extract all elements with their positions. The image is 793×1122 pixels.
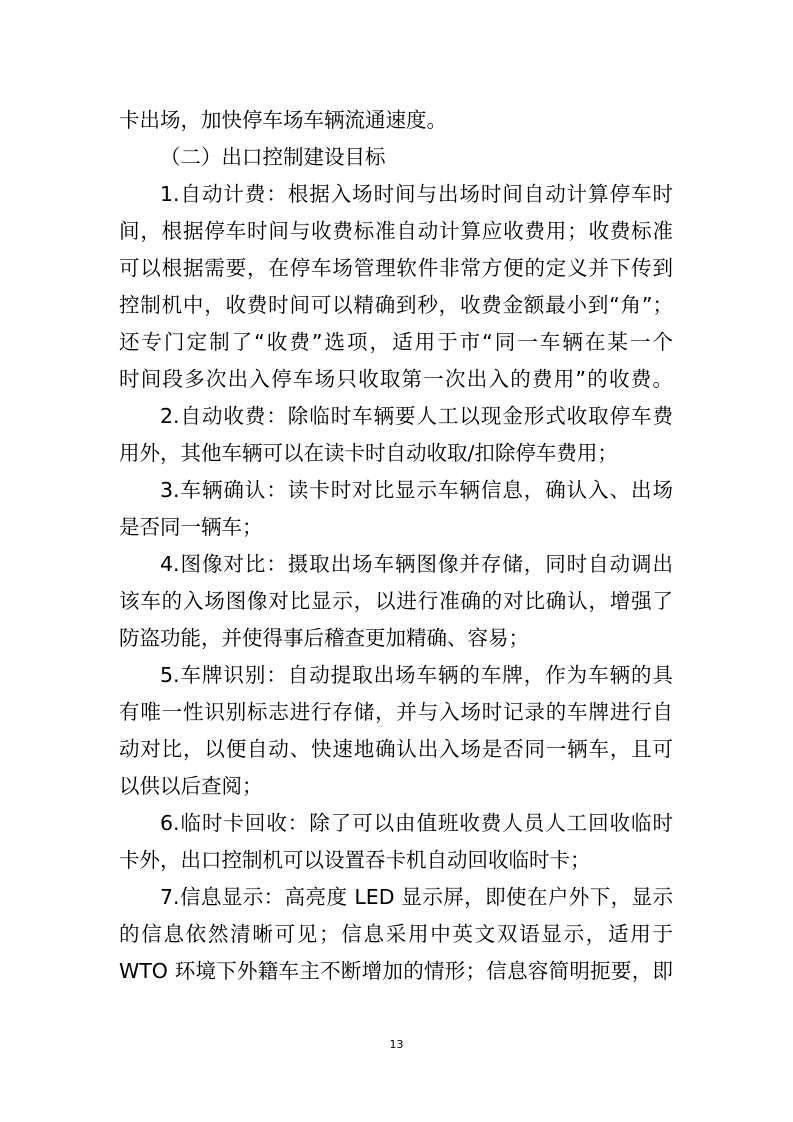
paragraph-line: 间，根据停车时间与收费标准自动计算应收费用；收费标准	[119, 219, 673, 243]
paragraph-line: 还专门定制了“收费”选项，适用于市“同一车辆在某一个	[119, 330, 673, 354]
paragraph-line: 有唯一性识别标志进行存储，并与入场时记录的车牌进行自	[119, 700, 673, 724]
paragraph-line: 是否同一辆车；	[119, 515, 263, 539]
paragraph-line: 控制机中，收费时间可以精确到秒，收费金额最小到“角”；	[119, 293, 673, 317]
paragraph-line: 防盗功能，并使得事后稽查更加精确、容易；	[119, 626, 529, 650]
paragraph-line: 2.自动收费：除临时车辆要人工以现金形式收取停车费	[160, 404, 673, 428]
paragraph-line: 卡出场，加快停车场车辆流通速度。	[119, 108, 447, 132]
paragraph-line: WTO 环境下外籍车主不断增加的情形；信息容简明扼要，即	[119, 959, 673, 983]
paragraph-line: 7.信息显示：高亮度 LED 显示屏，即使在户外下，显示	[160, 885, 673, 909]
paragraph-line: 卡外，出口控制机可以设置吞卡机自动回收临时卡；	[119, 848, 591, 872]
paragraph-line: 该车的入场图像对比显示，以进行准确的对比确认，增强了	[119, 589, 673, 613]
paragraph-line: 6.临时卡回收：除了可以由值班收费人员人工回收临时	[160, 811, 673, 835]
paragraph-line: 1.自动计费：根据入场时间与出场时间自动计算停车时	[160, 182, 673, 206]
paragraph-line: 3.车辆确认：读卡时对比显示车辆信息，确认入、出场	[160, 478, 673, 502]
paragraph-line: 5.车牌识别：自动提取出场车辆的车牌，作为车辆的具	[160, 663, 673, 687]
page-number: 13	[389, 1038, 404, 1051]
section-heading: （二）出口控制建设目标	[160, 145, 386, 169]
paragraph-line: 的信息依然清晰可见；信息采用中英文双语显示，适用于	[119, 922, 673, 946]
paragraph-line: 时间段多次出入停车场只收取第一次出入的费用”的收费。	[119, 367, 673, 391]
paragraph-line: 动对比，以便自动、快速地确认出入场是否同一辆车，且可	[119, 737, 673, 761]
paragraph-line: 可以根据需要，在停车场管理软件非常方便的定义并下传到	[119, 256, 673, 280]
paragraph-line: 用外，其他车辆可以在读卡时自动收取/扣除停车费用；	[119, 441, 618, 465]
paragraph-line: 4.图像对比：摄取出场车辆图像并存储，同时自动调出	[160, 552, 673, 576]
paragraph-line: 以供以后查阅；	[119, 774, 263, 798]
